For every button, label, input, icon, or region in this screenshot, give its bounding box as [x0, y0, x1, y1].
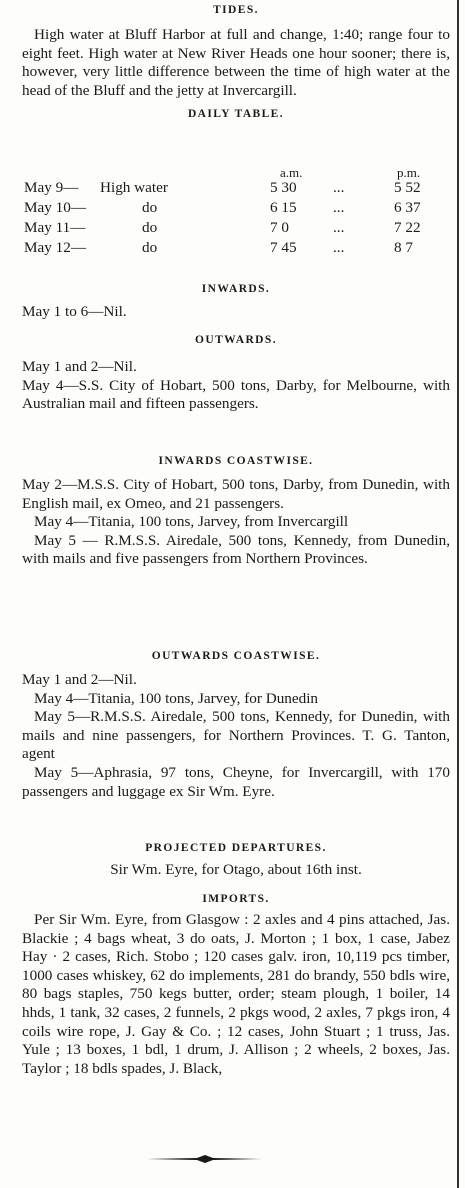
tide-date: May 11— — [24, 219, 86, 236]
outwards-entry: May 4—S.S. City of Hobart, 500 tons, Darby, for Melbourne, with Australian mail and fifteen passengers. — [22, 376, 450, 413]
daily-tide-table — [22, 165, 450, 259]
outwards-coastwise-section — [22, 650, 450, 801]
inwards-coastwise-section — [22, 455, 450, 569]
inwards-coastwise-heading: INWARDS COASTWISE. — [158, 455, 314, 467]
tide-am: 5 30 — [270, 179, 297, 196]
outwards-coastwise-entry: May 1 and 2—Nil. — [22, 671, 137, 688]
tide-date: May 9— — [24, 179, 79, 196]
tide-dots: ... — [333, 179, 345, 196]
outwards-coastwise-entry: May 5—Aphrasia, 97 tons, Cheyne, for Invercargill, with 170 passengers and luggage ex Sir Wm. Eyre. — [22, 763, 450, 800]
tide-desc: High water — [100, 179, 168, 196]
outwards-entry: May 1 and 2—Nil. — [22, 358, 137, 375]
tide-dots: ... — [333, 219, 345, 236]
tide-pm: 6 37 — [394, 199, 421, 216]
tide-dots: ... — [333, 239, 345, 256]
imports-text: Per Sir Wm. Eyre, from Glasgow : 2 axles and 4 pins attached, Jas. Blackie ; 4 bags wheat, 3 do oats, J. Morton ; 1 box, 1 case, Jabez Hay · 2 cases, Rich. Stobo ; 120 cases galv. iron, 10,119 pcs timber, 1000 cases whiskey, 62 do implements, 281 do brandy, 550 bdls wire, 80 bags staples, 750 kegs butter, order; steam plough, 1 boiler, 14 hhds, 1 tank, 32 cases, 2 funnels, 2 pkgs wood, 2 axles, 7 pkgs iron, 4 coils wire rope, J. Gay & Co. ; 12 cases, John Stuart ; 1 truss, Jas. Yule ; 13 boxes, 1 bdl, 1 drum, J. Allison ; 2 wheels, 2 boxes, Jas. Taylor ; 18 bdls spades, J. Black, — [22, 911, 450, 1077]
inwards-text: May 1 to 6—Nil. — [22, 303, 127, 320]
am-column-header: a.m. — [280, 165, 303, 180]
tide-am: 7 0 — [270, 219, 289, 236]
outwards-coastwise-heading: OUTWARDS COASTWISE. — [151, 650, 321, 662]
inwards-coastwise-entry: May 5 — R.M.S.S. Airedale, 500 tons, Kennedy, from Dunedin, with mails and five passengers from Northern Provinces. — [22, 531, 450, 568]
tides-heading: TIDES. — [213, 4, 259, 16]
projected-departures-section — [22, 842, 450, 880]
pm-column-header: p.m. — [397, 165, 421, 180]
tides-section — [22, 4, 450, 120]
tide-table-header — [22, 165, 450, 179]
tide-pm: 8 7 — [394, 239, 413, 256]
tide-desc: do — [142, 219, 158, 236]
tide-date: May 10— — [24, 199, 87, 216]
tide-row — [22, 219, 450, 239]
tide-desc: do — [142, 239, 158, 256]
imports-section — [22, 893, 450, 1078]
inwards-coastwise-entry: May 4—Titania, 100 tons, Jarvey, from Invercargill — [34, 513, 349, 531]
tides-intro: High water at Bluff Harbor at full and change, 1:40; range four to eight feet. High water at New River Heads one hour sooner; there is, however, very little difference between the time of high water at the head of the Bluff and the jetty at Invercargill. — [22, 26, 450, 99]
tide-date: May 12— — [24, 239, 87, 256]
projected-departures-heading: PROJECTED DEPARTURES. — [145, 842, 327, 854]
tide-row — [22, 179, 450, 199]
imports-heading: IMPORTS. — [202, 893, 270, 905]
tide-am: 7 45 — [270, 239, 297, 256]
inwards-heading: INWARDS. — [201, 283, 271, 295]
projected-departures-text: Sir Wm. Eyre, for Otago, about 16th inst. — [110, 861, 362, 878]
tide-am: 6 15 — [270, 199, 297, 216]
tide-row — [22, 199, 450, 219]
tide-desc: do — [142, 199, 158, 216]
outwards-coastwise-entry: May 5—R.M.S.S. Airedale, 500 tons, Kennedy, for Dunedin, with mails and nine passengers, for Northern Provinces. T. G. Tanton, agent — [22, 708, 450, 763]
section-end-ornament — [145, 1152, 265, 1166]
column-rule — [457, 0, 459, 1188]
tide-pm: 7 22 — [394, 219, 421, 236]
tide-row — [22, 239, 450, 259]
tide-pm: 5 52 — [394, 179, 421, 196]
outwards-coastwise-entry: May 4—Titania, 100 tons, Jarvey, for Dunedin — [34, 689, 319, 707]
outwards-heading: OUTWARDS. — [195, 334, 277, 346]
inwards-coastwise-entry: May 2—M.S.S. City of Hobart, 500 tons, Darby, from Dunedin, with English mail, ex Omeo, and 21 passengers. — [22, 476, 450, 512]
daily-table-heading: DAILY TABLE. — [187, 108, 285, 121]
outwards-section — [22, 334, 450, 414]
tide-dots: ... — [333, 199, 345, 216]
inwards-section — [22, 283, 450, 322]
